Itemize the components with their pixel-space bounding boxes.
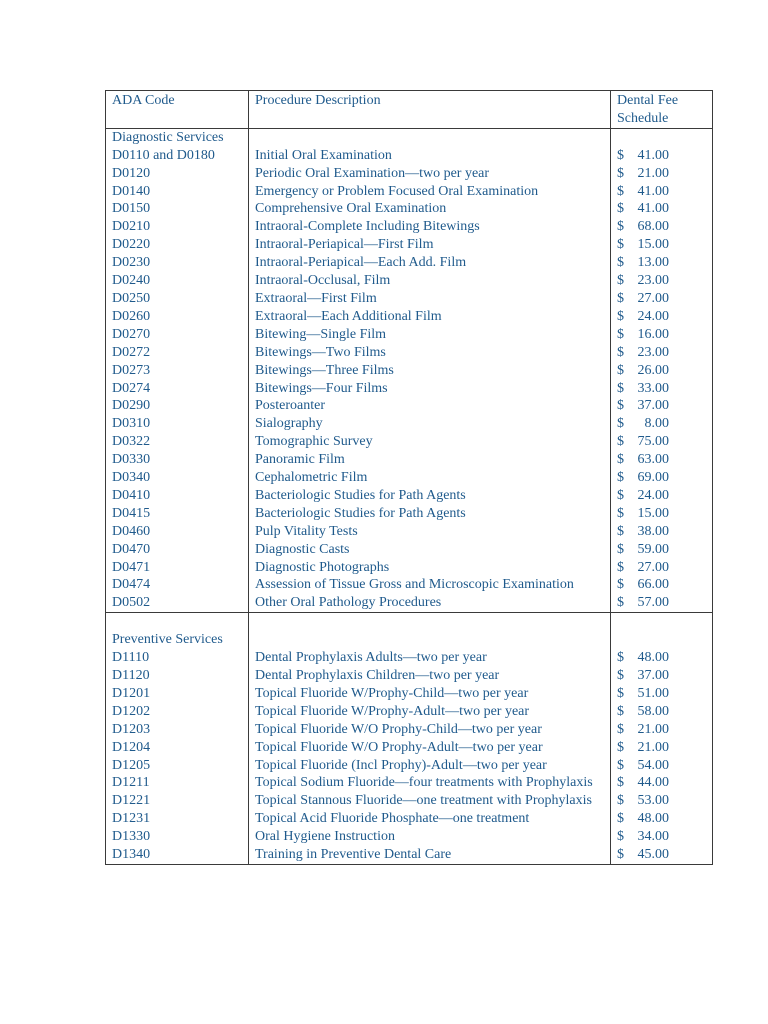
ada-code-cell: D0330 [106,451,249,469]
table-row [106,254,713,272]
procedure-description-cell: Dental Prophylaxis Adults—two per year [249,649,611,667]
procedure-description-cell: Panoramic Film [249,451,611,469]
currency-symbol: $ [617,308,624,324]
table-row [106,487,713,505]
currency-symbol: $ [617,541,624,557]
procedure-description-cell: Bitewings—Three Films [249,362,611,380]
table-row [106,721,713,739]
ada-code-cell: D0250 [106,290,249,308]
ada-code-cell: D0140 [106,183,249,201]
ada-code-cell: D0240 [106,272,249,290]
fee-cell [611,380,713,398]
fee-amount: 63.00 [637,452,669,468]
currency-symbol: $ [617,650,624,666]
currency-symbol: $ [617,201,624,217]
fee-schedule-sheet [105,90,713,865]
fee-cell [611,326,713,344]
section-row [106,128,713,146]
fee-amount: 27.00 [637,559,669,575]
ada-code-cell: D0273 [106,362,249,380]
ada-code-cell: D0290 [106,397,249,415]
procedure-description-cell: Tomographic Survey [249,433,611,451]
table-row [106,792,713,810]
table-row [106,523,713,541]
fee-schedule-body [106,91,713,865]
fee-cell [611,397,713,415]
fee-cell [611,236,713,254]
ada-code-cell: D1330 [106,828,249,846]
currency-symbol: $ [617,237,624,253]
ada-code-cell: D0322 [106,433,249,451]
fee-amount: 27.00 [637,290,669,306]
ada-code-cell: D0150 [106,200,249,218]
currency-symbol: $ [617,434,624,450]
fee-amount: 33.00 [637,380,669,396]
ada-code-cell: D0210 [106,218,249,236]
currency-symbol: $ [617,452,624,468]
currency-symbol: $ [617,793,624,809]
section-label: Preventive Services [106,613,249,649]
fee-cell [611,649,713,667]
currency-symbol: $ [617,273,624,289]
table-row [106,183,713,201]
table-row [106,810,713,828]
fee-amount: 54.00 [637,757,669,773]
table-row [106,828,713,846]
currency-symbol: $ [617,326,624,342]
fee-cell [611,810,713,828]
section-empty-cell [611,128,713,146]
section-empty-cell [249,613,611,649]
fee-amount: 23.00 [637,344,669,360]
fee-cell [611,290,713,308]
currency-symbol: $ [617,811,624,827]
table-row [106,326,713,344]
fee-amount: 21.00 [637,739,669,755]
procedure-description-cell: Topical Fluoride W/Prophy-Child—two per year [249,685,611,703]
fee-cell [611,415,713,433]
table-row [106,433,713,451]
ada-code-cell: D1340 [106,846,249,864]
table-row [106,308,713,326]
fee-amount: 23.00 [637,273,669,289]
ada-code-cell: D0220 [106,236,249,254]
table-row [106,344,713,362]
ada-code-cell: D0120 [106,165,249,183]
currency-symbol: $ [617,775,624,791]
fee-amount: 41.00 [637,183,669,199]
fee-amount: 34.00 [637,829,669,845]
fee-amount: 57.00 [637,595,669,611]
fee-cell [611,667,713,685]
table-row [106,505,713,523]
fee-amount: 53.00 [637,793,669,809]
fee-cell [611,451,713,469]
ada-code-cell: D0310 [106,415,249,433]
fee-amount: 21.00 [637,721,669,737]
currency-symbol: $ [617,255,624,271]
ada-code-cell: D0110 and D0180 [106,147,249,165]
fee-amount: 44.00 [637,775,669,791]
procedure-description-cell: Sialography [249,415,611,433]
procedure-description-cell: Topical Sodium Fluoride—four treatments with Prophylaxis [249,774,611,792]
ada-code-cell: D0410 [106,487,249,505]
table-row [106,236,713,254]
ada-code-cell: D0474 [106,576,249,594]
fee-cell [611,147,713,165]
table-row [106,290,713,308]
fee-cell [611,469,713,487]
fee-cell [611,703,713,721]
fee-amount: 48.00 [637,650,669,666]
fee-cell [611,218,713,236]
procedure-description-cell: Bitewings—Two Films [249,344,611,362]
fee-cell [611,685,713,703]
ada-code-cell: D1211 [106,774,249,792]
currency-symbol: $ [617,165,624,181]
procedure-description-cell: Oral Hygiene Instruction [249,828,611,846]
procedure-description-cell: Pulp Vitality Tests [249,523,611,541]
procedure-description-cell: Intraoral-Periapical—Each Add. Film [249,254,611,272]
ada-code-cell: D0272 [106,344,249,362]
fee-amount: 37.00 [637,667,669,683]
header-fee: Dental Fee Schedule [611,91,713,129]
fee-cell [611,721,713,739]
procedure-description-cell: Training in Preventive Dental Care [249,846,611,864]
table-row [106,846,713,864]
currency-symbol: $ [617,595,624,611]
table-row [106,541,713,559]
fee-amount: 69.00 [637,470,669,486]
ada-code-cell: D0260 [106,308,249,326]
fee-amount: 48.00 [637,811,669,827]
fee-amount: 38.00 [637,523,669,539]
table-row [106,685,713,703]
fee-amount: 15.00 [637,237,669,253]
procedure-description-cell: Bitewings—Four Films [249,380,611,398]
table-row [106,272,713,290]
fee-amount: 8.00 [644,416,669,432]
ada-code-cell: D1110 [106,649,249,667]
procedure-description-cell: Topical Stannous Fluoride—one treatment with Prophylaxis [249,792,611,810]
table-row [106,362,713,380]
procedure-description-cell: Comprehensive Oral Examination [249,200,611,218]
fee-amount: 37.00 [637,398,669,414]
ada-code-cell: D0470 [106,541,249,559]
fee-amount: 75.00 [637,434,669,450]
procedure-description-cell: Topical Acid Fluoride Phosphate—one treatment [249,810,611,828]
currency-symbol: $ [617,380,624,396]
ada-code-cell: D1231 [106,810,249,828]
table-row [106,739,713,757]
procedure-description-cell: Initial Oral Examination [249,147,611,165]
procedure-description-cell: Cephalometric Film [249,469,611,487]
fee-amount: 68.00 [637,219,669,235]
header-code: ADA Code [106,91,249,129]
ada-code-cell: D1204 [106,739,249,757]
table-row [106,397,713,415]
procedure-description-cell: Dental Prophylaxis Children—two per year [249,667,611,685]
ada-code-cell: D0502 [106,594,249,612]
currency-symbol: $ [617,416,624,432]
currency-symbol: $ [617,344,624,360]
procedure-description-cell: Topical Fluoride (Incl Prophy)-Adult—two per year [249,757,611,775]
ada-code-cell: D0340 [106,469,249,487]
fee-amount: 21.00 [637,165,669,181]
currency-symbol: $ [617,685,624,701]
fee-amount: 41.00 [637,147,669,163]
fee-cell [611,792,713,810]
table-row [106,218,713,236]
fee-amount: 15.00 [637,505,669,521]
currency-symbol: $ [617,721,624,737]
fee-cell [611,200,713,218]
fee-cell [611,846,713,864]
currency-symbol: $ [617,829,624,845]
ada-code-cell: D1202 [106,703,249,721]
fee-cell [611,308,713,326]
ada-code-cell: D0471 [106,559,249,577]
procedure-description-cell: Topical Fluoride W/Prophy-Adult—two per year [249,703,611,721]
fee-schedule-table [105,90,713,865]
currency-symbol: $ [617,757,624,773]
fee-cell [611,272,713,290]
fee-cell [611,559,713,577]
table-row [106,703,713,721]
procedure-description-cell: Bitewing—Single Film [249,326,611,344]
table-row [106,576,713,594]
currency-symbol: $ [617,703,624,719]
procedure-description-cell: Posteroanter [249,397,611,415]
fee-cell [611,505,713,523]
ada-code-cell: D1205 [106,757,249,775]
fee-amount: 16.00 [637,326,669,342]
procedure-description-cell: Bacteriologic Studies for Path Agents [249,505,611,523]
ada-code-cell: D1203 [106,721,249,739]
fee-cell [611,828,713,846]
fee-cell [611,183,713,201]
currency-symbol: $ [617,290,624,306]
currency-symbol: $ [617,147,624,163]
fee-amount: 51.00 [637,685,669,701]
procedure-description-cell: Topical Fluoride W/O Prophy-Child—two per year [249,721,611,739]
section-label: Diagnostic Services [106,128,249,146]
procedure-description-cell: Periodic Oral Examination—two per year [249,165,611,183]
table-row [106,649,713,667]
procedure-description-cell: Intraoral-Complete Including Bitewings [249,218,611,236]
ada-code-cell: D0460 [106,523,249,541]
fee-amount: 45.00 [637,847,669,863]
procedure-description-cell: Emergency or Problem Focused Oral Examination [249,183,611,201]
procedure-description-cell: Other Oral Pathology Procedures [249,594,611,612]
ada-code-cell: D0274 [106,380,249,398]
ada-code-cell: D1221 [106,792,249,810]
fee-amount: 26.00 [637,362,669,378]
fee-cell [611,739,713,757]
fee-cell [611,757,713,775]
currency-symbol: $ [617,362,624,378]
fee-amount: 66.00 [637,577,669,593]
currency-symbol: $ [617,667,624,683]
fee-cell [611,433,713,451]
currency-symbol: $ [617,470,624,486]
currency-symbol: $ [617,577,624,593]
currency-symbol: $ [617,739,624,755]
currency-symbol: $ [617,847,624,863]
ada-code-cell: D0415 [106,505,249,523]
ada-code-cell: D0230 [106,254,249,272]
table-row [106,380,713,398]
header-description: Procedure Description [249,91,611,129]
fee-amount: 13.00 [637,255,669,271]
section-row [106,613,713,649]
ada-code-cell: D1120 [106,667,249,685]
table-row [106,559,713,577]
fee-cell [611,344,713,362]
table-row [106,165,713,183]
fee-cell [611,487,713,505]
table-row [106,415,713,433]
procedure-description-cell: Diagnostic Casts [249,541,611,559]
table-row [106,667,713,685]
table-row [106,594,713,612]
table-row [106,469,713,487]
fee-cell [611,165,713,183]
currency-symbol: $ [617,523,624,539]
currency-symbol: $ [617,559,624,575]
procedure-description-cell: Topical Fluoride W/O Prophy-Adult—two per year [249,739,611,757]
currency-symbol: $ [617,487,624,503]
header-row [106,91,713,129]
table-row [106,757,713,775]
procedure-description-cell: Assession of Tissue Gross and Microscopic Examination [249,576,611,594]
table-row [106,451,713,469]
procedure-description-cell: Bacteriologic Studies for Path Agents [249,487,611,505]
ada-code-cell: D1201 [106,685,249,703]
currency-symbol: $ [617,219,624,235]
fee-cell [611,541,713,559]
table-row [106,147,713,165]
fee-cell [611,254,713,272]
ada-code-cell: D0270 [106,326,249,344]
fee-amount: 59.00 [637,541,669,557]
table-row [106,774,713,792]
fee-cell [611,774,713,792]
procedure-description-cell: Diagnostic Photographs [249,559,611,577]
currency-symbol: $ [617,398,624,414]
fee-cell [611,523,713,541]
fee-cell [611,576,713,594]
procedure-description-cell: Intraoral-Periapical—First Film [249,236,611,254]
fee-amount: 58.00 [637,703,669,719]
currency-symbol: $ [617,505,624,521]
section-empty-cell [611,613,713,649]
currency-symbol: $ [617,183,624,199]
procedure-description-cell: Extraoral—Each Additional Film [249,308,611,326]
procedure-description-cell: Intraoral-Occlusal, Film [249,272,611,290]
procedure-description-cell: Extraoral—First Film [249,290,611,308]
fee-cell [611,362,713,380]
fee-amount: 24.00 [637,487,669,503]
fee-amount: 24.00 [637,308,669,324]
fee-amount: 41.00 [637,201,669,217]
table-row [106,200,713,218]
fee-cell [611,594,713,612]
section-empty-cell [249,128,611,146]
